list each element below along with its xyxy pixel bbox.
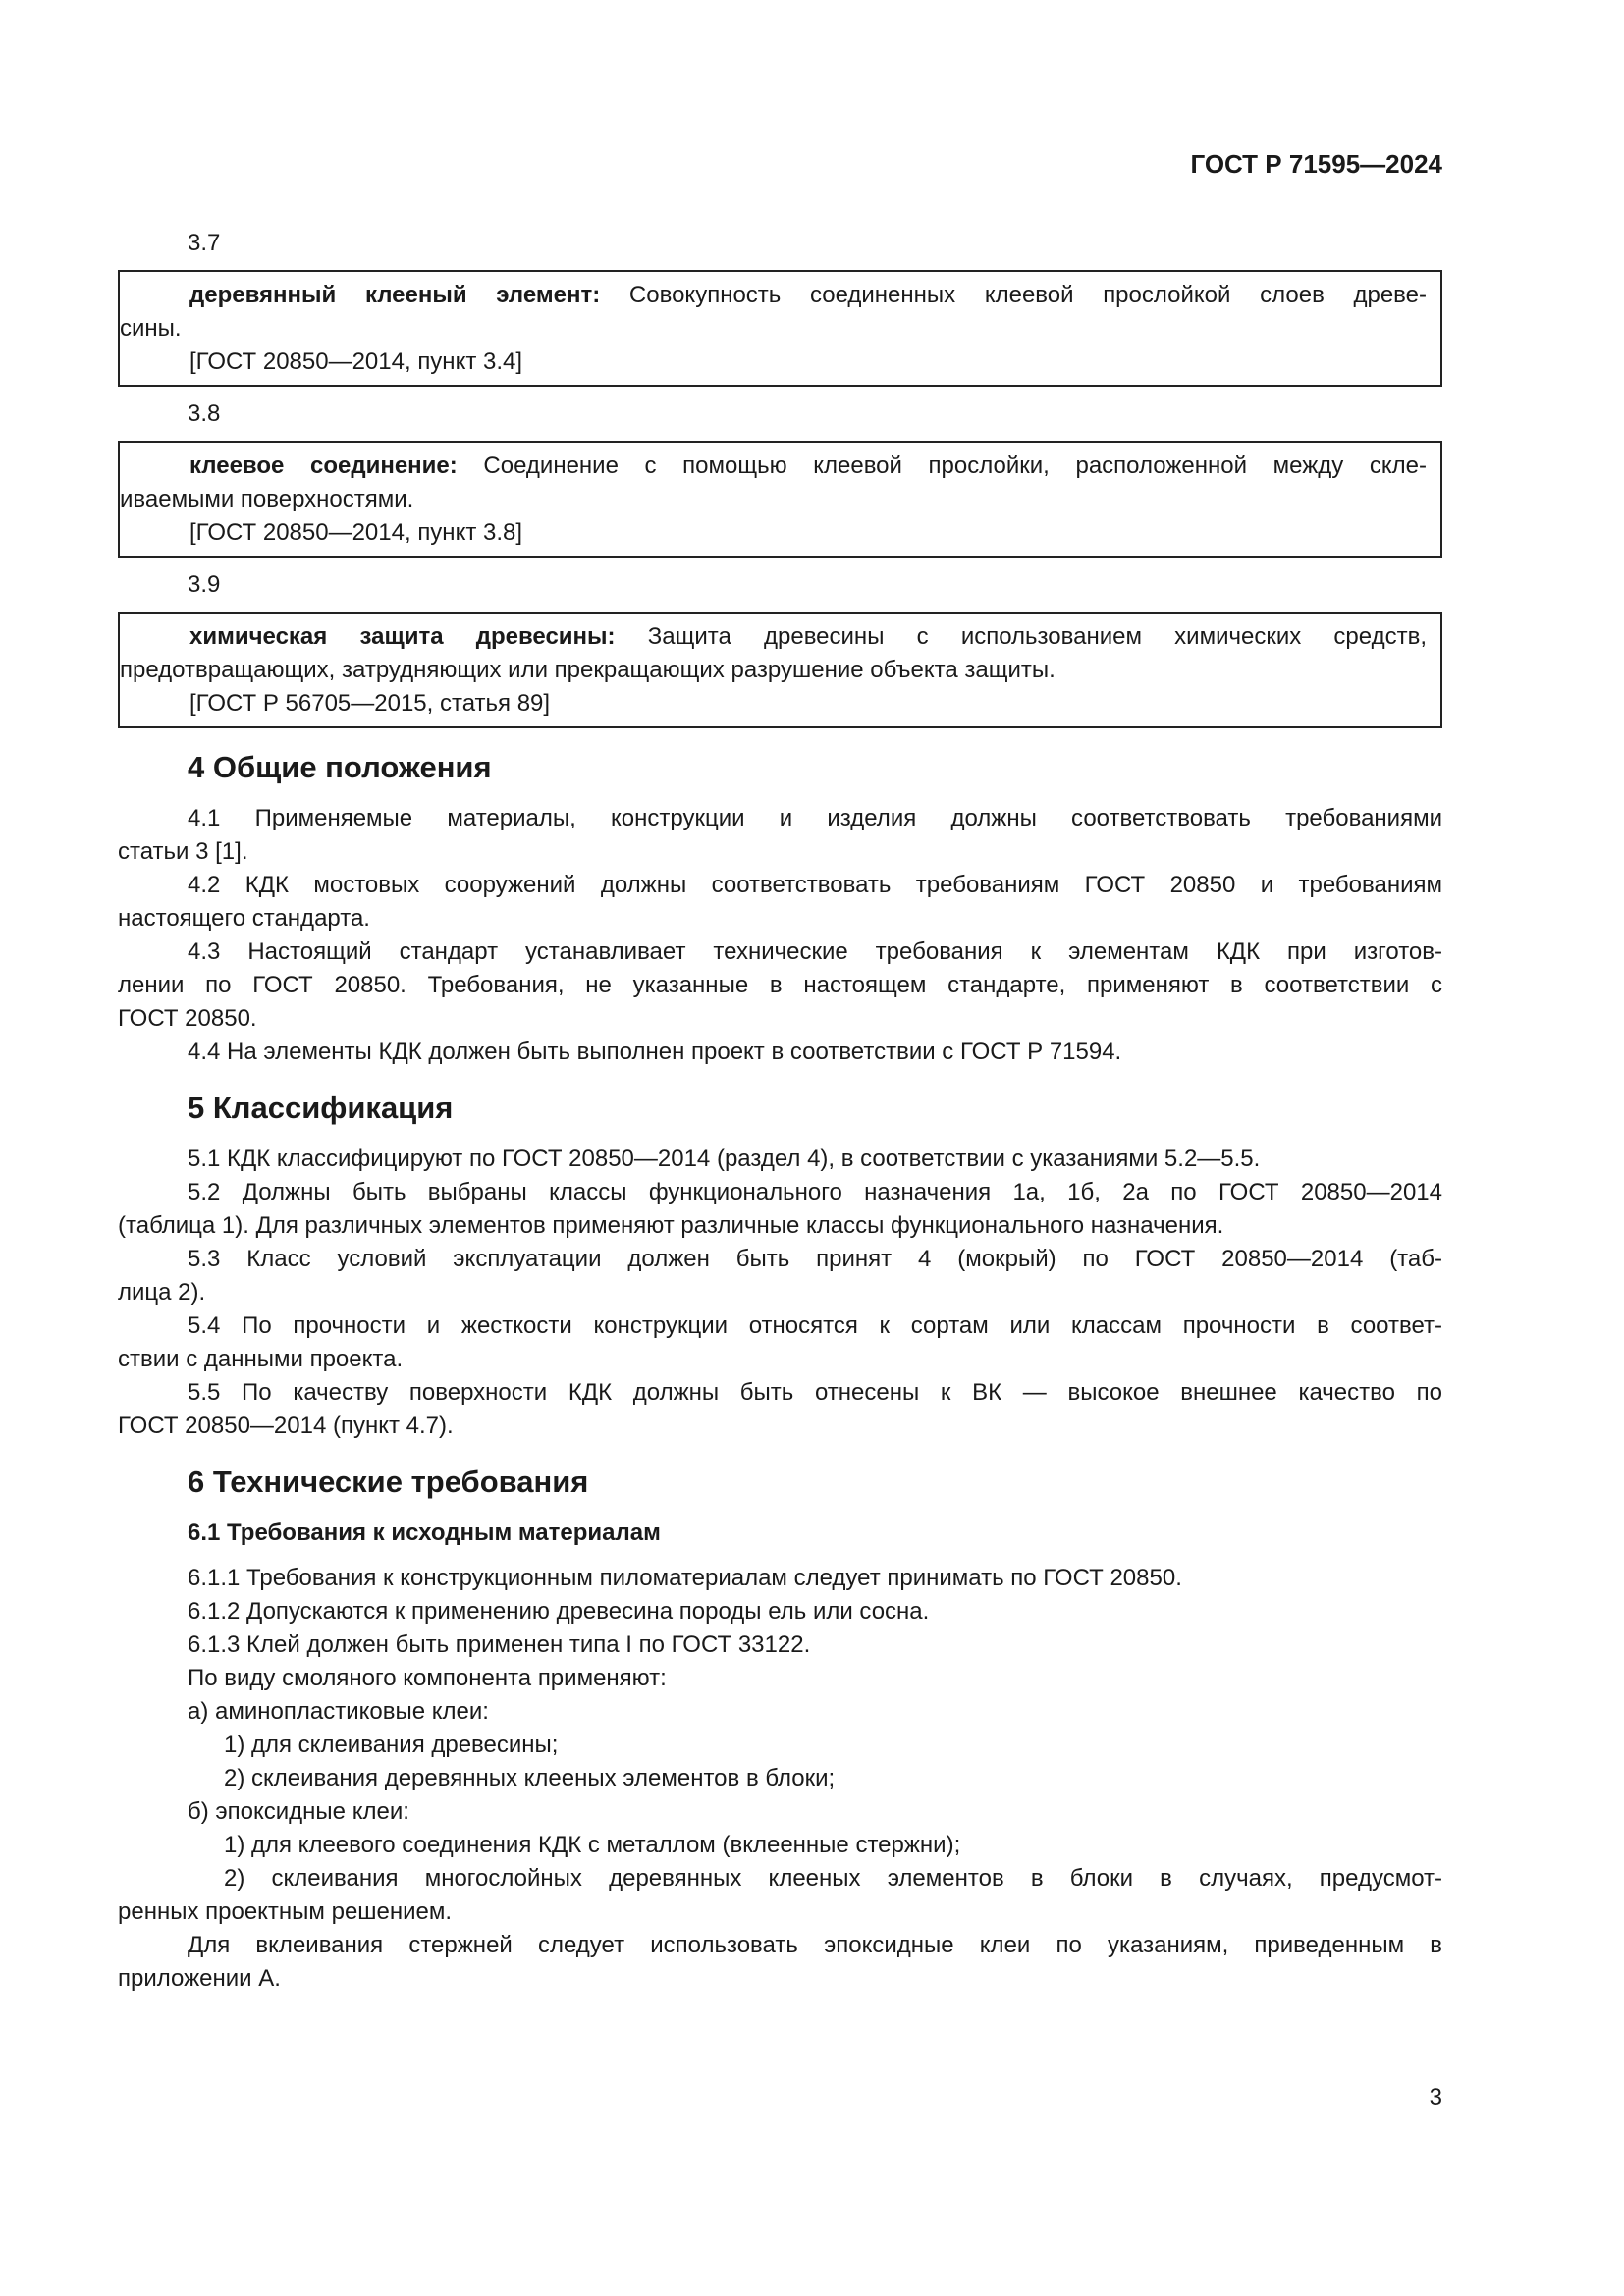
text-line: 6.1.2 Допускаются к применению древесина породы ель или сосна.: [188, 1598, 930, 1625]
definition-line: [120, 279, 1427, 312]
paragraph: [118, 869, 1442, 935]
paragraph: [118, 1695, 1442, 1729]
paragraph: [118, 1562, 1442, 1595]
paragraph: [118, 1662, 1442, 1695]
definition-text: Защита древесины с использованием химических средств,: [615, 623, 1428, 650]
text-line: б) эпоксидные клеи:: [188, 1798, 409, 1825]
text-line: 2) склеивания многослойных деревянных клееных элементов в блоки в случаях, предусмот-: [224, 1865, 1442, 1892]
text-line: 5.4 По прочности и жесткости конструкции относятся к сортам или классам прочности в соответ-: [188, 1312, 1442, 1339]
term-definition-box: [118, 612, 1442, 728]
text-line: 4.4 На элементы КДК должен быть выполнен проект в соответствии с ГОСТ Р 71594.: [188, 1039, 1122, 1065]
text-line: ГОСТ 20850—2014 (пункт 4.7).: [118, 1413, 454, 1439]
paragraph: [118, 1795, 1442, 1829]
definition-text: сины.: [120, 315, 182, 342]
text-line: а) аминопластиковые клеи:: [188, 1698, 489, 1725]
paragraph: [118, 1829, 1442, 1862]
text-line: 4.2 КДК мостовых сооружений должны соответствовать требованиям ГОСТ 20850 и требованиям: [188, 872, 1442, 898]
paragraph: [118, 1243, 1442, 1309]
term-source: [ГОСТ 20850—2014, пункт 3.8]: [189, 519, 523, 546]
text-line: 4.3 Настоящий стандарт устанавливает технические требования к элементам КДК при изготов-: [188, 938, 1442, 965]
text-line: 6.1.1 Требования к конструкционным пиломатериалам следует принимать по ГОСТ 20850.: [188, 1565, 1182, 1591]
paragraph: [118, 1143, 1442, 1176]
paragraph: [118, 1762, 1442, 1795]
document-body: [118, 227, 1442, 1996]
text-line: ренных проектным решением.: [118, 1898, 453, 1925]
term-source: [ГОСТ Р 56705—2015, статья 89]: [189, 690, 551, 717]
paragraph: [118, 1629, 1442, 1662]
paragraph: [118, 1036, 1442, 1069]
section-heading: 5 Классификация: [188, 1091, 454, 1125]
term-name: деревянный клееный элемент:: [189, 282, 601, 308]
text-line: приложении А.: [118, 1965, 281, 1992]
definition-line: [120, 620, 1427, 654]
definition-line: [120, 654, 1427, 687]
term-source: [ГОСТ 20850—2014, пункт 3.4]: [189, 348, 523, 375]
term-name: химическая защита древесины:: [189, 623, 616, 650]
definition-text: Совокупность соединенных клеевой прослойкой слоев древе-: [600, 282, 1427, 308]
paragraph: [118, 802, 1442, 869]
text-line: 6.1.3 Клей должен быть применен типа I по ГОСТ 33122.: [188, 1631, 811, 1658]
text-line: настоящего стандарта.: [118, 905, 370, 932]
text-line: лица 2).: [118, 1279, 206, 1306]
text-line: 5.3 Класс условий эксплуатации должен быть принят 4 (мокрый) по ГОСТ 20850—2014 (таб-: [188, 1246, 1442, 1272]
term-number: 3.7: [188, 230, 221, 256]
paragraph: [118, 1176, 1442, 1243]
definition-line: [120, 312, 1427, 346]
text-line: 4.1 Применяемые материалы, конструкции и изделия должны соответствовать требованиями: [188, 805, 1442, 831]
text-line: 2) склеивания деревянных клееных элементов в блоки;: [224, 1765, 836, 1791]
definition-text: иваемыми поверхностями.: [120, 486, 414, 512]
definition-line: [120, 483, 1427, 516]
term-number: 3.8: [188, 400, 221, 427]
definition-text: предотвращающих, затрудняющих или прекращающих разрушение объекта защиты.: [120, 657, 1056, 683]
text-line: 5.5 По качеству поверхности КДК должны быть отнесены к ВК — высокое внешнее качество по: [188, 1379, 1442, 1406]
section-heading: 6 Технические требования: [188, 1465, 589, 1499]
text-line: ГОСТ 20850.: [118, 1005, 257, 1032]
definition-line: [120, 450, 1427, 483]
text-line: По виду смоляного компонента применяют:: [188, 1665, 667, 1691]
text-line: Для вклеивания стержней следует использовать эпоксидные клеи по указаниям, приведенным в: [188, 1932, 1442, 1958]
text-line: статьи 3 [1].: [118, 838, 248, 865]
paragraph: [118, 1595, 1442, 1629]
text-line: ствии с данными проекта.: [118, 1346, 404, 1372]
subsection-heading: 6.1 Требования к исходным материалам: [188, 1520, 661, 1546]
paragraph: [118, 1729, 1442, 1762]
term-number: 3.9: [188, 571, 221, 598]
page-number: 3: [1429, 2084, 1442, 2110]
paragraph: [118, 1929, 1442, 1996]
term-definition-box: [118, 270, 1442, 387]
definition-text: Соединение с помощью клеевой прослойки, расположенной между скле-: [457, 453, 1427, 479]
section-heading: 4 Общие положения: [188, 750, 492, 784]
paragraph: [118, 1862, 1442, 1929]
paragraph: [118, 935, 1442, 1036]
document-code: ГОСТ Р 71595—2024: [1190, 149, 1442, 179]
text-line: 5.2 Должны быть выбраны классы функционального назначения 1а, 1б, 2а по ГОСТ 20850—2014: [188, 1179, 1442, 1205]
text-line: (таблица 1). Для различных элементов применяют различные классы функционального назначения.: [118, 1212, 1224, 1239]
term-name: клеевое соединение:: [189, 453, 458, 479]
paragraph: [118, 1309, 1442, 1376]
text-line: лении по ГОСТ 20850. Требования, не указанные в настоящем стандарте, применяют в соответствии с: [118, 972, 1442, 998]
paragraph: [118, 1376, 1442, 1443]
term-definition-box: [118, 441, 1442, 558]
text-line: 1) для склеивания древесины;: [224, 1732, 559, 1758]
text-line: 5.1 КДК классифицируют по ГОСТ 20850—2014 (раздел 4), в соответствии с указаниями 5.2—5.5.: [188, 1146, 1261, 1172]
text-line: 1) для клеевого соединения КДК с металлом (вклеенные стержни);: [224, 1832, 961, 1858]
